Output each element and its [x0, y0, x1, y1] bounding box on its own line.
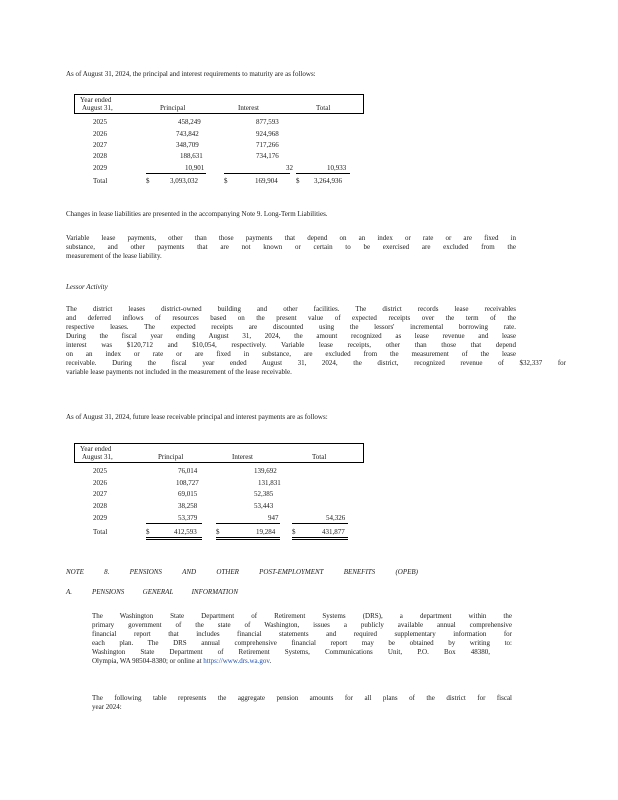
table2-row-year: 2026 — [93, 479, 107, 487]
intro-future-lease: As of August 31, 2024, future lease receivable principal and interest payments are as follows: — [66, 413, 328, 421]
table2-row-year: 2027 — [93, 490, 107, 498]
table2-total-double-rule — [292, 537, 348, 540]
table2-total-interest: 19,284 — [256, 528, 276, 536]
lessor-line: and deferred inflows of resources based on the present value of expected receipts over the term of the — [66, 314, 516, 322]
table1-total-principal: 3,093,032 — [170, 177, 198, 185]
table2-total-label: Total — [93, 528, 108, 536]
table1-col-interest: Interest — [238, 104, 259, 112]
table1-row-interest: 734,176 — [256, 152, 279, 160]
dollar-sign: $ — [146, 177, 150, 185]
table2-row-year: 2028 — [93, 502, 107, 510]
lessor-line: on an index or rate or are fixed in substance, are excluded from the measurement of the lease — [66, 350, 516, 358]
following-paragraph — [92, 694, 512, 712]
lessor-line: The district leases district-owned building and other facilities. The district records lease receivables — [66, 305, 516, 313]
drs-address-text: Olympia, WA 98504-8380; or online at — [92, 657, 202, 665]
drs-line: financial report that includes financial statements and required supplementary information for — [92, 630, 512, 638]
table2-row-year: 2029 — [93, 514, 107, 522]
table1-row-year: 2027 — [93, 141, 107, 149]
dollar-sign: $ — [216, 528, 220, 536]
changes-line: Changes in lease liabilities are presented in the accompanying Note 9. Long-Term Liabilities. — [66, 210, 328, 218]
table2-total-total: 431,877 — [322, 528, 345, 536]
table1-row-principal: 188,631 — [180, 152, 203, 160]
table1-row-interest: 877,593 — [256, 118, 279, 126]
table1-principal-rule — [146, 173, 206, 174]
variable-line: Variable lease payments, other than those payments that depend on an index or rate or are fixed in — [66, 234, 516, 242]
table1-row-principal: 743,842 — [176, 130, 199, 138]
drs-paragraph — [92, 612, 512, 666]
lessor-line: variable lease payments not included in the measurement of the lease receivable. — [66, 368, 292, 376]
table1-row-year: 2026 — [93, 130, 107, 138]
drs-line: The Washington State Department of Retirement Systems (DRS), a department within the — [92, 612, 512, 620]
table1-row-principal: 348,709 — [176, 141, 199, 149]
table1-total-label: Total — [93, 177, 108, 185]
lessor-line: respective leases. The expected receipts are discounted using the lessors' incremental borrowing rate. — [66, 323, 516, 331]
table2-total-rule — [292, 523, 348, 524]
following-line: The following table represents the aggregate pension amounts for all plans of the district for fiscal — [92, 694, 512, 702]
table2-row-principal: 76,014 — [178, 467, 198, 475]
table2-row-interest: 139,692 — [254, 467, 277, 475]
changes-paragraph — [66, 210, 516, 219]
table2-col-year2: August 31, — [82, 453, 113, 461]
dollar-sign: $ — [146, 528, 150, 536]
variable-payments-paragraph — [66, 234, 516, 261]
table2-row-interest: 131,831 — [258, 479, 281, 487]
table2-row-interest: 947 — [268, 514, 279, 522]
table2-row-principal: 38,258 — [178, 502, 198, 510]
table1-col-year: Year ended — [80, 96, 112, 104]
table2-total-principal: 412,593 — [174, 528, 197, 536]
table1-row-year: 2029 — [93, 164, 107, 172]
table2-row-interest: 52,385 — [254, 490, 274, 498]
lessor-line: interest was $120,712 and $10,054, respectively. Variable lease receipts, other than those that depend — [66, 341, 516, 349]
table1-col-total: Total — [316, 104, 331, 112]
table2-row-year: 2025 — [93, 467, 107, 475]
dollar-sign: $ — [292, 528, 296, 536]
variable-line: measurement of the lease liability. — [66, 252, 162, 260]
lessor-line: receivable. During the fiscal year ended August 31, 2024, the district, recognized revenue of $32,337 for — [66, 359, 566, 367]
table1-row-year: 2028 — [93, 152, 107, 160]
drs-period: . — [269, 657, 272, 665]
dollar-sign: $ — [224, 177, 228, 185]
table1-row-interest: 924,968 — [256, 130, 279, 138]
table1-row-interest: 32 — [286, 164, 293, 172]
table2-interest-rule — [216, 523, 280, 524]
table1-total-interest: 169,904 — [255, 177, 278, 185]
following-line: year 2024: — [92, 703, 122, 711]
table2-row-principal: 108,727 — [176, 479, 199, 487]
table2-row-principal: 53,379 — [178, 514, 198, 522]
table1-col-principal: Principal — [160, 104, 186, 112]
table2-col-year: Year ended — [80, 445, 112, 453]
drs-website-link[interactable]: https://www.drs.wa.gov — [203, 657, 270, 665]
table1-row-interest: 717,266 — [256, 141, 279, 149]
table2-col-principal: Principal — [158, 453, 184, 461]
table2-row-principal: 69,015 — [178, 490, 198, 498]
variable-line: substance, and other payments that are not known or certain to be exercised are excluded from the — [66, 243, 516, 251]
table1-col-year2: August 31, — [82, 104, 113, 112]
table2-row-total: 54,326 — [326, 514, 346, 522]
section-a-letter: A. — [66, 588, 73, 596]
lessor-line: During the fiscal year ending August 31, 2024, the amount recognized as lease revenue and lease — [66, 332, 516, 340]
intro-principal-interest: As of August 31, 2024, the principal and interest requirements to maturity are as follows: — [66, 70, 316, 78]
table1-total-total: 3,264,936 — [314, 177, 342, 185]
table1-row-year: 2025 — [93, 118, 107, 126]
table2-col-interest: Interest — [232, 453, 253, 461]
table2-interest-double-rule — [216, 537, 280, 540]
drs-last-line — [92, 657, 512, 666]
table2-principal-rule — [146, 523, 202, 524]
note8-heading: NOTE 8. PENSIONS AND OTHER POST-EMPLOYMENT BENEFITS (OPEB) — [66, 568, 418, 576]
table1-total-rule — [296, 173, 350, 174]
lessor-activity-heading: Lessor Activity — [66, 283, 108, 291]
table2-col-total: Total — [312, 453, 327, 461]
table1-row-principal: 10,901 — [185, 164, 205, 172]
drs-line: Washington State Department of Retirement Systems, Communications Unit, P.O. Box 48380, — [92, 648, 490, 656]
table1-interest-rule — [224, 173, 290, 174]
table2-row-interest: 53,443 — [254, 502, 274, 510]
lessor-paragraph — [66, 305, 566, 377]
drs-line: primary government of the state of Washington, issues a publicly available annual comprehensive — [92, 621, 512, 629]
table1-row-principal: 458,249 — [178, 118, 201, 126]
table2-principal-double-rule — [146, 537, 202, 540]
table1-row-total: 10,933 — [327, 164, 347, 172]
dollar-sign: $ — [296, 177, 300, 185]
drs-line: each plan. The DRS annual comprehensive financial report may be obtained by writing to: — [92, 639, 512, 647]
section-a-title: PENSIONS GENERAL INFORMATION — [92, 588, 238, 596]
